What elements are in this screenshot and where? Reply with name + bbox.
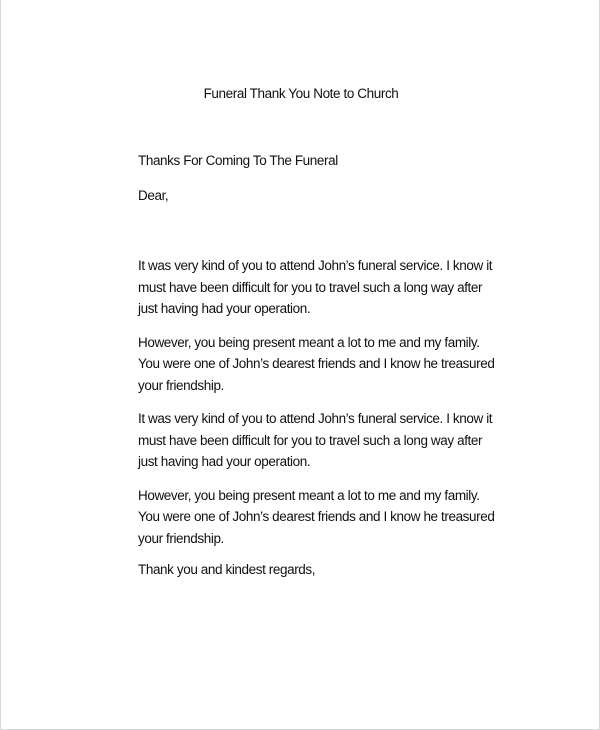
body-paragraph-3 bbox=[138, 408, 493, 473]
paragraph-line: However, you being present meant a lot to me and my family. bbox=[138, 487, 480, 503]
body-paragraph-1 bbox=[138, 255, 493, 320]
body-paragraph-4 bbox=[138, 485, 495, 550]
paragraph-line: must have been difficult for you to travel such a long way after bbox=[138, 279, 483, 295]
letter-salutation: Dear, bbox=[138, 188, 169, 203]
paragraph-line: However, you being present meant a lot to me and my family. bbox=[138, 334, 480, 350]
letter-subject: Thanks For Coming To The Funeral bbox=[138, 153, 338, 168]
letter-body bbox=[138, 255, 495, 561]
paragraph-line: your friendship. bbox=[138, 530, 224, 546]
paragraph-line: It was very kind of you to attend John’s funeral service. I know it bbox=[138, 411, 493, 426]
document-title: Funeral Thank You Note to Church bbox=[203, 86, 399, 101]
paragraph-line: You were one of John’s dearest friends and I know he treasured bbox=[138, 509, 495, 524]
letter-closing: Thank you and kindest regards, bbox=[138, 562, 316, 577]
paragraph-line: You were one of John’s dearest friends and I know he treasured bbox=[138, 356, 495, 371]
paragraph-line: must have been difficult for you to travel such a long way after bbox=[138, 432, 483, 448]
paragraph-line: just having had your operation. bbox=[138, 454, 311, 469]
paragraph-line: your friendship. bbox=[138, 377, 224, 393]
body-paragraph-2 bbox=[138, 332, 495, 397]
paragraph-line: It was very kind of you to attend John’s funeral service. I know it bbox=[138, 258, 493, 273]
paragraph-line: just having had your operation. bbox=[138, 301, 311, 316]
